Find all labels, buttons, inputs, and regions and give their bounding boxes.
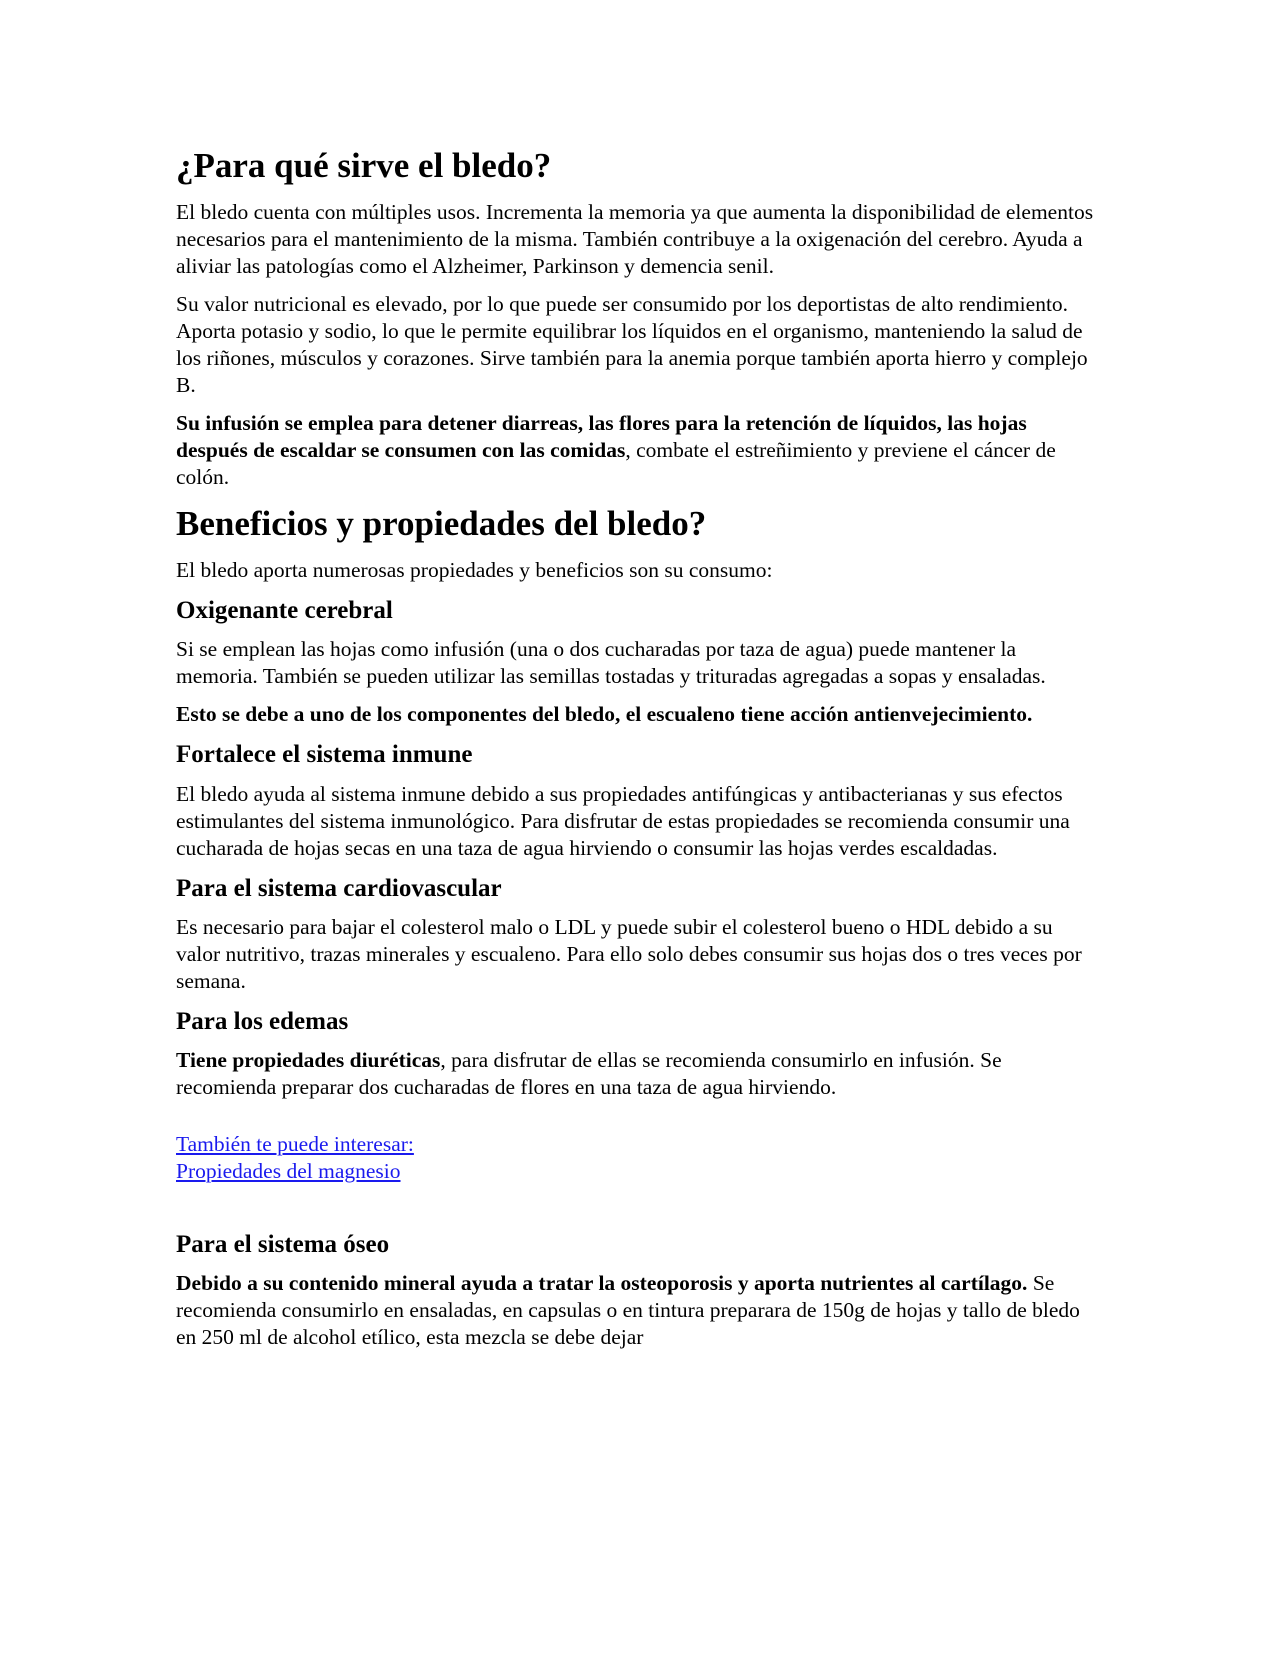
document-page [176,145,1096,1362]
oseo-bold-text: Debido a su contenido mineral ayuda a tratar la osteoporosis y aporta nutrientes al cartílago. [176,1271,1028,1296]
link-tambien-interesar[interactable]: También te puede interesar: [176,1132,414,1156]
paragraph-oxigenante: Si se emplean las hojas como infusión (una o dos cucharadas por taza de agua) puede mantener la memoria. También se pueden utilizar las semillas tostadas y trituradas agregadas a sopas y ensaladas. [176,637,1046,689]
related-links [176,1131,1096,1185]
paragraph-sistema-oseo [176,1270,1096,1351]
subheading-edemas: Para los edemas [176,1007,349,1035]
link-propiedades-magnesio[interactable]: Propiedades del magnesio [176,1159,401,1183]
heading-para-que-sirve: ¿Para qué sirve el bledo? [176,146,552,185]
infusion-bold-text: Su infusión se emplea para detener diarreas, las flores para la retención de líquidos, las hojas después de escaldar se consumen con las comidas [176,411,1027,462]
subheading-oxigenante: Oxigenante cerebral [176,597,393,624]
paragraph-cardiovascular: Es necesario para bajar el colesterol malo o LDL y puede subir el colesterol bueno o HDL debido a su valor nutritivo, trazas minerales y escualeno. Para ello solo debes consumir sus hojas dos o tres veces por semana. [176,914,1082,993]
paragraph-sistema-inmune: El bledo ayuda al sistema inmune debido a sus propiedades antifúngicas y antibacterianas y sus efectos estimulantes del sistema inmunológico. Para disfrutar de estas propiedades se recomienda consumir una cucharada de hojas secas en una taza de agua hirviendo o consumir las hojas verdes escaldadas. [176,781,1070,860]
paragraph-edemas [176,1047,1096,1101]
paragraph-beneficios-intro: El bledo aporta numerosas propiedades y beneficios son su consumo: [176,558,773,582]
paragraph-valor-nutricional: Su valor nutricional es elevado, por lo que puede ser consumido por los deportistas de alto rendimiento. Aporta potasio y sodio, lo que le permite equilibrar los líquidos en el organismo, manteniendo la salud de los riñones, músculos y corazones. Sirve también para la anemia porque también aporta hierro y complejo B. [176,292,1088,397]
infusion-rest-text: , combate el estreñimiento y previene el cáncer de colón. [176,438,1056,489]
oseo-rest-text: Se recomienda consumirlo en ensaladas, en capsulas o en tintura preparara de 150g de hojas y tallo de bledo en 250 ml de alcohol etílico, esta mezcla se debe dejar [176,1271,1080,1350]
subheading-cardiovascular: Para el sistema cardiovascular [176,874,502,902]
edemas-bold-text: Tiene propiedades diuréticas [176,1048,441,1072]
paragraph-infusion [176,410,1096,491]
escualeno-bold-text: Esto se debe a uno de los componentes del bledo, el escualeno tiene acción antienvejecimiento. [176,702,1033,727]
heading-beneficios: Beneficios y propiedades del bledo? [176,504,707,543]
subheading-sistema-inmune: Fortalece el sistema inmune [176,741,473,769]
paragraph-usos: El bledo cuenta con múltiples usos. Incrementa la memoria ya que aumenta la disponibilidad de elementos necesarios para el mantenimiento de la misma. También contribuye a la oxigenación del cerebro. Ayuda a aliviar las patologías como el Alzheimer, Parkinson y demencia senil. [176,200,1094,278]
edemas-rest-text: , para disfrutar de ellas se recomienda consumirlo en infusión. Se recomienda preparar dos cucharadas de flores en una taza de agua hirviendo. [176,1048,1002,1099]
paragraph-escualeno [176,701,1096,728]
subheading-sistema-oseo: Para el sistema óseo [176,1231,390,1258]
